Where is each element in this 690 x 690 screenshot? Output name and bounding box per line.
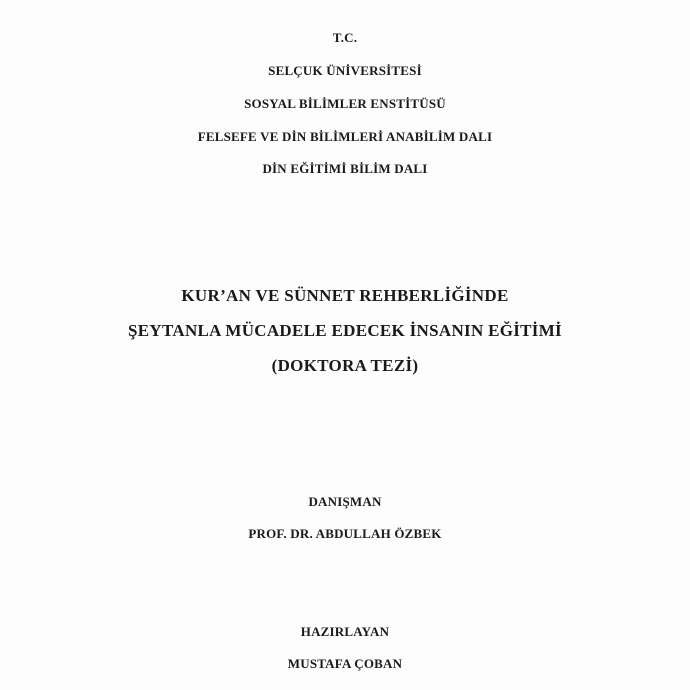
advisor-label: DANIŞMAN xyxy=(308,494,382,509)
country-heading: T.C. xyxy=(332,30,358,45)
institute-name: SOSYAL BİLİMLER ENSTİTÜSÜ xyxy=(244,96,446,111)
thesis-type: (DOKTORA TEZİ) xyxy=(271,356,419,375)
field-name: DİN EĞİTİMİ BİLİM DALI xyxy=(262,161,428,176)
author-name: MUSTAFA ÇOBAN xyxy=(287,656,403,671)
university-name: SELÇUK ÜNİVERSİTESİ xyxy=(268,63,422,78)
author-label: HAZIRLAYAN xyxy=(300,624,390,639)
department-name: FELSEFE VE DİN BİLİMLERİ ANABİLİM DALI xyxy=(197,129,493,144)
advisor-name: PROF. DR. ABDULLAH ÖZBEK xyxy=(248,526,442,541)
thesis-title-line-2: ŞEYTANLA MÜCADELE EDECEK İNSANIN EĞİTİMİ xyxy=(128,321,562,340)
thesis-title-line-1: KUR’AN VE SÜNNET REHBERLİĞİNDE xyxy=(181,286,509,305)
